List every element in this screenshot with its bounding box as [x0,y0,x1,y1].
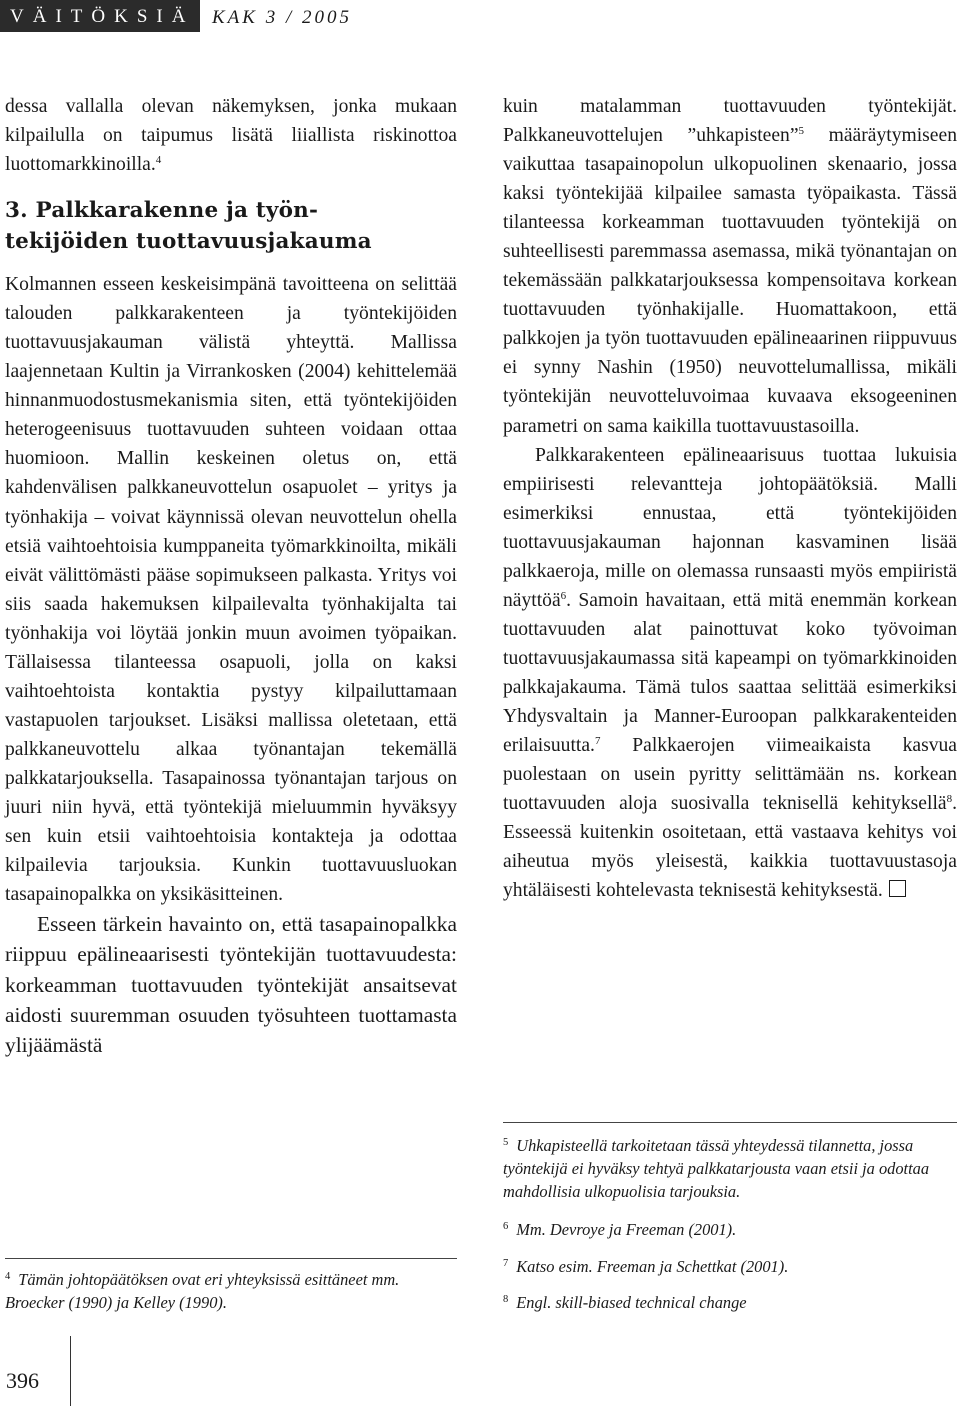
page-number: 396 [6,1368,39,1393]
footnote-8: $^8$ Engl. skill-biased technical change [503,1293,747,1312]
footnote-divider [5,1258,457,1259]
paragraph: dessa vallalla olevan näkemyksen, jonka mukaan kilpailulla on taipumus lisätä liiallista riskinottoa luottomarkkinoilla.$^4$ [5,96,457,176]
footnote-ref[interactable]: 8 [946,793,953,806]
left-column [5,92,457,1060]
page-number-divider [70,1336,71,1406]
footnote-ref[interactable]: 4 [155,154,162,167]
footnote-divider [503,1122,957,1123]
end-of-article-box-icon [889,880,906,897]
footnote-5: $^5$ Uhkapisteellä tarkoitetaan tässä yhteydessä tilannetta, jossa työntekijä ei hyväksy tehtyä palkkatarjousta vaan etsii ja odottaa mahdollisia ulkopuolisia tarjouksia. [503,1136,930,1201]
section-title: VÄITÖKSIÄ [0,0,200,32]
footnote-ref[interactable]: 5 [798,125,805,138]
footnote-ref[interactable]: 6 [560,589,567,602]
right-column [503,92,957,905]
footnote-6: $^6$ Mm. Devroye ja Freeman (2001). [503,1220,737,1239]
paragraph: Palkkarakenteen epälineaarisuus tuottaa lukuisia empiirisesti relevantteja johtopäätöksiä. Malli esimerkiksi ennustaa, että työntekijöiden tuottavuusjakauman hajonnan kasvaminen lisää palkkaeroja, mille on olemassa runsaasti myös empiiristä näyttöä$^6$. Samoin havaitaan, että mitä enemmän korkean tuottavuuden alat painottuvat koko työvoiman tuottavuusjakaumassa sitä kapeampi on työmarkkinoiden palkkajakauma. Tämä tulos saattaa selittää esimerkiksi Yhdysvaltain ja Manner-Euroopan palkkarakenteiden erilaisuutta.$^7$ Palkkaerojen viimeaikaista kasvua puolestaan on usein pyritty selittämään ns. korkean tuottavuuden aloja suosivalla teknisellä kehityksellä$^8$. Esseessä kuitenkin osoitetaan, että vastaava kehitys voi aiheutua myös yleisestä, kaikkia tuottavuustasoja yhtäläisesti kohtelevasta teknisestä kehityksestä. [503,444,957,902]
paragraph: kuin matalamman tuottavuuden työntekijät. Palkkaneuvottelujen ”uhkapisteen”$^5$ määräytymiseen vaikuttaa tasapainopolun ulkopuolinen skenaario, jossa kaksi työntekijää kilpailee samasta työpaikasta. Tässä tilanteessa korkeamman tuottavuuden työntekijä on suhteellisesti paremmassa asemassa, mikä työnantajan on tekemässään palkkatarjouksessa kompensoitava korkean tuottavuuden työnhakijalle. Huomattakoon, että palkkojen ja työn tuottavuuden epälineaarinen riippuvuus ei synny Nashin (1950) neuvottelumallissa, mikäli työntekijän neuvotteluvoimaa kuvaava eksogeeninen parametri on sama kaikilla tuottavuustasoilla. [503,96,957,437]
paragraph: Kolmannen esseen keskeisimpänä tavoitteena on selittää talouden palkkarakenteen ja työntekijöiden tuottavuusjakauman välistä yhteyttä. Mallissa laajennetaan Kultin ja Virrankosken (2004) kehittelemää hinnanmuodostusmekanismia siten, että työntekijöiden heterogeenisuus tuottavuuden suhteen voidaan ottaa huomioon. Mallin keskeinen oletus on, että kahdenvälisen palkkaneuvottelun osapuolet – yritys ja työnhakija – voivat käynnissä olevan neuvottelun ohella etsiä vaihtoehtoisia kumppaneita työmarkkinoilta, mikäli eivät välittömästi pääse sopimukseen palkasta. Yritys voi siis saada hakemuksen kilpailevalta työnhakijalta tai työnhakija voi löytää jonkin muun avoimen työpaikan. Tällaisessa tilanteessa osapuoli, jolla on kaksi vaihtoehtoista kontaktia pystyy kilpailuttamaan vastapuolen tarjoukset. Lisäksi mallissa oletetaan, että palkkaneuvottelu alkaa työnantajan tekemällä palkkatarjouksella. Tasapainossa työnantajan tarjous on juuri niin hyvä, että työntekijä mieluummin hyväksyy sen kuin etsii vaihtoehtoisia kontakteja ja odottaa kilpailevia tarjouksia. Kunkin tuottavuusluokan tasapainopalkka on yksikäsitteinen. [5,274,457,906]
footnote-7: $^7$ Katso esim. Freeman ja Schettkat (2001). [503,1257,789,1276]
footnote-ref[interactable]: 7 [594,735,601,748]
journal-issue: KAK 3 / 2005 [212,7,352,28]
footnote-4: $^4$ Tämän johtopäätöksen ovat eri yhteyksissä esittäneet mm. Broecker (1990) ja Kelley (1990). [5,1270,400,1312]
paragraph: Esseen tärkein havainto on, että tasapainopalkka riippuu epälineaarisesti työntekijän tuottavuudesta: korkeamman tuottavuuden työntekijät ansaitsevat aidosti suuremman osuuden työsuhteen tuottamasta ylijäämästä [5,912,457,1057]
running-header [0,0,352,32]
section-heading: 3. Palkkarakenne ja työn- tekijöiden tuottavuusjakauma [5,198,372,255]
